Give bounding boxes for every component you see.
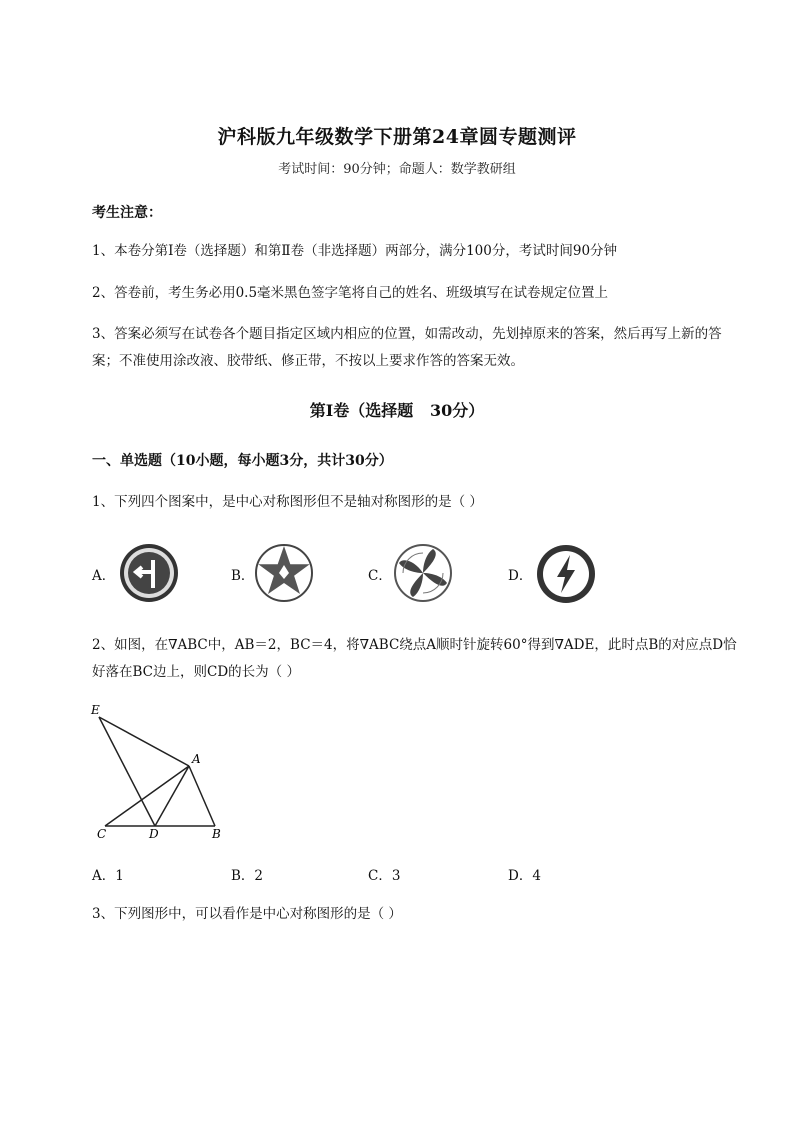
q2-option-c: C．3 [368, 868, 401, 884]
page-title: 沪科版九年级数学下册第24章圆专题测评 [217, 126, 577, 148]
four-petal-icon [393, 543, 453, 603]
q1-option-c-label: C． [368, 568, 392, 584]
question-2-text: 2、如图，在∇ABC中，AB＝2，BC＝4，将∇ABC绕点A顺时针旋转60°得到∇ADE，此时点B的对应点D恰好落在BC边上，则CD的长为（ ） [92, 637, 737, 680]
q2-option-a: A．1 [92, 868, 124, 884]
label-b: B [212, 827, 221, 840]
label-c: C [97, 827, 107, 840]
exam-info: 考试时间：90分钟；命题人：数学教研组 [278, 162, 516, 177]
label-d: D [149, 827, 159, 840]
section-title: 第I卷（选择题 30分） [309, 401, 485, 420]
q1-option-b-label: B． [231, 568, 255, 584]
triangle-figure [85, 700, 235, 840]
lightning-icon [535, 543, 597, 605]
star-icon [254, 543, 314, 603]
label-a: A [192, 752, 201, 766]
q1-option-a-label: A． [92, 568, 116, 584]
notice-item-1: 1、本卷分第I卷（选择题）和第Ⅱ卷（非选择题）两部分，满分100分，考试时间90分钟 [92, 243, 618, 259]
notice-item-2: 2、答卷前，考生务必用0.5毫米黑色签字笔将自己的姓名、班级填写在试卷规定位置上 [92, 285, 609, 301]
turn-sign-icon [118, 542, 180, 604]
q2-option-b: B．2 [231, 868, 264, 884]
question-3-text: 3、下列图形中，可以看作是中心对称图形的是（ ） [92, 906, 402, 922]
q2-option-d: D．4 [508, 868, 541, 884]
group-heading: 一、单选题（10小题，每小题3分，共计30分） [92, 453, 393, 469]
question-1-text: 1、下列四个图案中，是中心对称图形但不是轴对称图形的是（ ） [92, 494, 483, 510]
q1-option-d-label: D． [508, 568, 533, 584]
notice-item-3: 3、答案必须写在试卷各个题目指定区域内相应的位置，如需改动，先划掉原来的答案，然后再写上新的答案；不准使用涂改液、胶带纸、修正带，不按以上要求作答的答案无效。 [92, 326, 722, 369]
label-e: E [91, 703, 100, 717]
notice-heading: 考生注意： [92, 205, 162, 221]
